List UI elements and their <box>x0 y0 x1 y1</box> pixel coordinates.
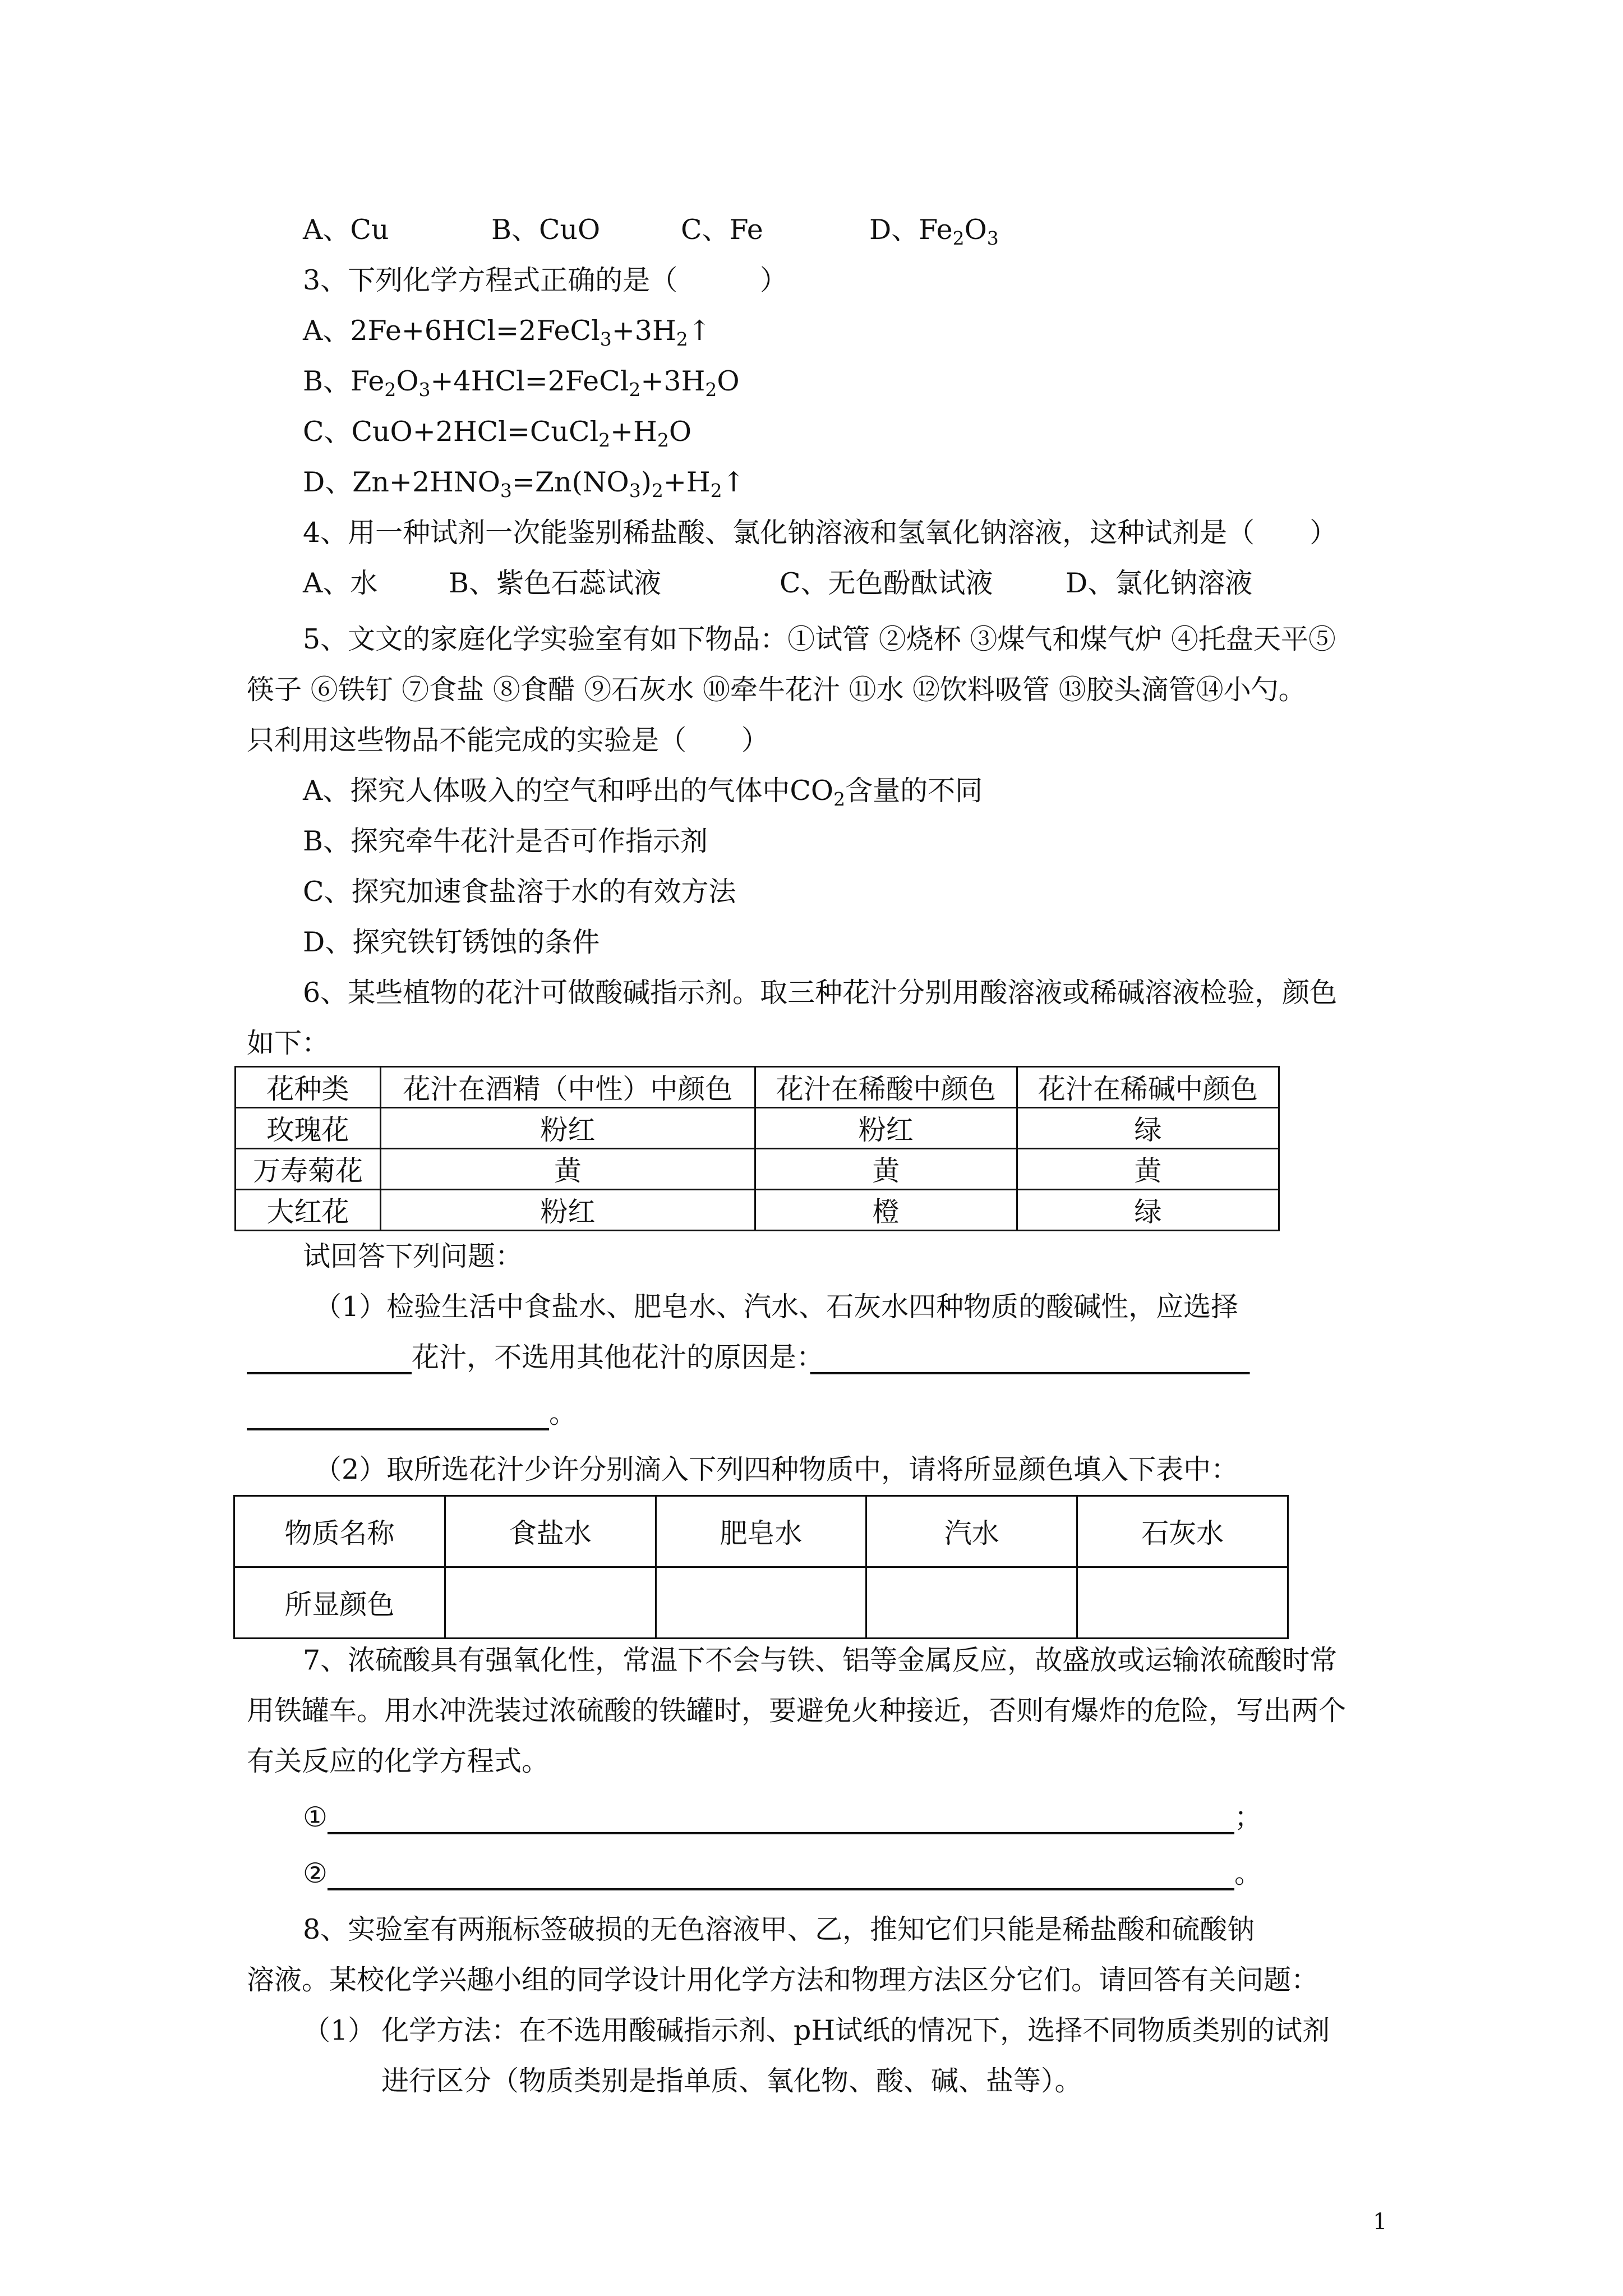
q6-p1-line3 <box>247 1397 577 1430</box>
q6-line1: 6、某些植物的花汁可做酸碱指示剂。取三种花汁分别用酸溶液或稀碱溶液检验，颜色 <box>303 977 1338 1009</box>
q4-stem: 4、用一种试剂一次能鉴别稀盐酸、氯化钠溶液和氢氧化钠溶液，这种试剂是（ ） <box>303 517 1338 549</box>
flower-indicator-table <box>234 1066 1280 1231</box>
table-header-row <box>236 1067 1279 1108</box>
q3-option-b: B、$Fe_2O_3+4HCl=2FeCl_2+3H_2O$ <box>303 365 740 401</box>
table-cell: 万寿菊花 <box>236 1149 381 1190</box>
table-header-row <box>234 1496 1288 1567</box>
table-cell: 绿 <box>1017 1108 1279 1149</box>
q8-p1-line1: 化学方法：在不选用酸碱指示剂、pH试纸的情况下，选择不同物质类别的试剂 <box>381 2014 1330 2046</box>
q7-blank-2-end: 。 <box>1234 1857 1262 1889</box>
table-header-cell: 肥皂水 <box>656 1496 866 1567</box>
q3-stem: 3、下列化学方程式正确的是（ ） <box>303 264 788 296</box>
table-cell: 玫瑰花 <box>236 1108 381 1149</box>
q4-option-b: B、紫色石蕊试液 <box>449 567 662 599</box>
table-cell: 大红花 <box>236 1190 381 1231</box>
q5-line2: 筷子 ⑥铁钉 ⑦食盐 ⑧食醋 ⑨石灰水 ⑩牵牛花汁 ⑪水 ⑫饮料吸管 ⑬胶头滴管⑭小勺。 <box>247 674 1306 706</box>
table-cell: 黄 <box>1017 1149 1279 1190</box>
q6-prompt: 试回答下列问题： <box>303 1240 523 1272</box>
q8-p1-num: （1） <box>303 2014 376 2046</box>
q6-line2: 如下： <box>247 1027 330 1059</box>
table-header-cell: 食盐水 <box>445 1496 656 1567</box>
table-cell: 黄 <box>755 1149 1017 1190</box>
table-header-cell: 花汁在稀碱中颜色 <box>1017 1067 1279 1108</box>
q2-option-b: B、CuO <box>491 214 601 246</box>
answer-cell[interactable] <box>445 1567 656 1639</box>
q3-option-a: A、$2Fe+6HCl=2FeCl_3+3H_2↑$ <box>303 315 711 350</box>
table-row-label: 所显颜色 <box>234 1567 445 1639</box>
table-cell: 粉红 <box>381 1108 755 1149</box>
table-cell: 黄 <box>381 1149 755 1190</box>
q5-option-d: D、探究铁钉锈蚀的条件 <box>303 926 600 958</box>
table-cell: 粉红 <box>755 1108 1017 1149</box>
table-row <box>234 1567 1288 1639</box>
table-header-cell: 物质名称 <box>234 1496 445 1567</box>
q7-blank-1-end: ； <box>1234 1801 1262 1833</box>
table-header-cell: 汽水 <box>866 1496 1077 1567</box>
answer-blank[interactable] <box>328 1857 1234 1889</box>
table-row <box>236 1149 1279 1190</box>
answer-cell[interactable] <box>1077 1567 1288 1639</box>
q5-option-a: A、探究人体吸入的空气和呼出的气体中$CO_2$含量的不同 <box>303 775 983 810</box>
q6-p1-line1: （1）检验生活中食盐水、肥皂水、汽水、石灰水四种物质的酸碱性，应选择 <box>314 1291 1239 1323</box>
color-result-table <box>233 1495 1289 1639</box>
q5-option-b: B、探究牵牛花汁是否可作指示剂 <box>303 825 708 857</box>
q6-p1-end: 。 <box>549 1397 577 1429</box>
answer-cell[interactable] <box>656 1567 866 1639</box>
q7-line3: 有关反应的化学方程式。 <box>247 1745 550 1777</box>
q2-option-d: D、$Fe_2O_3$ <box>869 214 999 249</box>
table-cell: 橙 <box>755 1190 1017 1231</box>
table-cell: 绿 <box>1017 1190 1279 1231</box>
q4-option-d: D、氯化钠溶液 <box>1066 567 1253 599</box>
table-row <box>236 1108 1279 1149</box>
page-number: 1 <box>1373 2209 1387 2235</box>
answer-blank[interactable] <box>247 1341 412 1373</box>
q7-blank-1-label: ① <box>303 1801 328 1833</box>
q5-line3: 只利用这些物品不能完成的实验是（ ） <box>247 724 769 756</box>
table-header-cell: 花汁在酒精（中性）中颜色 <box>381 1067 755 1108</box>
answer-blank[interactable] <box>328 1801 1234 1833</box>
answer-blank[interactable] <box>810 1341 1250 1373</box>
q7-line2: 用铁罐车。用水冲洗装过浓硫酸的铁罐时，要避免火种接近，否则有爆炸的危险，写出两个 <box>247 1695 1347 1727</box>
q4-option-c: C、无色酚酞试液 <box>780 567 993 599</box>
table-header-cell: 花种类 <box>236 1067 381 1108</box>
q7-line1: 7、浓硫酸具有强氧化性，常温下不会与铁、铝等金属反应，故盛放或运输浓硫酸时常 <box>303 1644 1338 1676</box>
q7-blank-2-label: ② <box>303 1857 328 1889</box>
q3-option-c: C、$CuO+2HCl=CuCl_2+H_2O$ <box>303 416 692 451</box>
q8-p1-line2: 进行区分（物质类别是指单质、氧化物、酸、碱、盐等）。 <box>381 2065 1082 2097</box>
q6-p1-mid: 花汁，不选用其他花汁的原因是： <box>412 1341 810 1373</box>
q8-line1: 8、实验室有两瓶标签破损的无色溶液甲、乙，推知它们只能是稀盐酸和硫酸钠 <box>303 1913 1255 1945</box>
q6-p1-line2 <box>247 1341 1250 1374</box>
table-cell: 粉红 <box>381 1190 755 1231</box>
table-row <box>236 1190 1279 1231</box>
table-header-cell: 石灰水 <box>1077 1496 1288 1567</box>
q5-line1: 5、文文的家庭化学实验室有如下物品：①试管 ②烧杯 ③煤气和煤气炉 ④托盘天平⑤ <box>303 623 1336 655</box>
answer-blank[interactable] <box>247 1397 549 1429</box>
q7-blank-1-line <box>303 1801 1262 1834</box>
q2-option-a: A、Cu <box>303 214 389 246</box>
table-header-cell: 花汁在稀酸中颜色 <box>755 1067 1017 1108</box>
q6-p2: （2）取所选花汁少许分别滴入下列四种物质中，请将所显颜色填入下表中： <box>314 1453 1239 1485</box>
answer-cell[interactable] <box>866 1567 1077 1639</box>
q2-option-c: C、Fe <box>681 214 763 246</box>
q8-line2: 溶液。某校化学兴趣小组的同学设计用化学方法和物理方法区分它们。请回答有关问题： <box>247 1964 1319 1996</box>
q4-option-a: A、水 <box>303 567 378 599</box>
q5-option-c: C、探究加速食盐溶于水的有效方法 <box>303 876 736 908</box>
q7-blank-2-line <box>303 1857 1262 1890</box>
q3-option-d: D、$Zn+2HNO_3=Zn(NO_3)_2+H_2↑$ <box>303 466 745 501</box>
